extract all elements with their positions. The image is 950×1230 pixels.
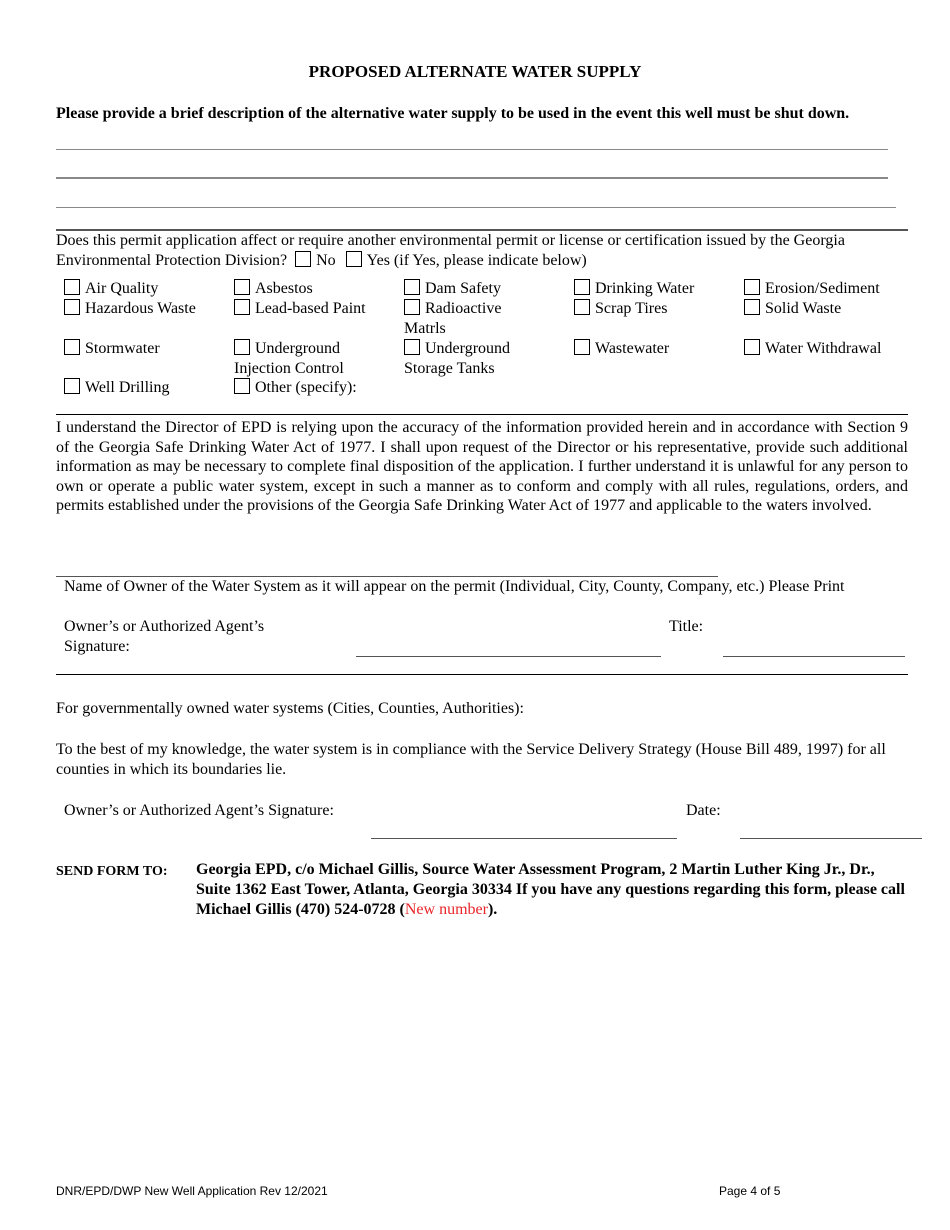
option-label: Drinking Water: [595, 280, 695, 297]
checkbox[interactable]: [744, 339, 760, 355]
option-label: Radioactive Matrls: [404, 300, 502, 337]
permit-question: [56, 231, 908, 271]
alt-supply-instruction: Please provide a brief description of the alternative water supply to be used in the event this well must be shut down.: [56, 105, 850, 122]
option-asbestos[interactable]: [234, 279, 313, 299]
option-dam-safety[interactable]: [404, 279, 501, 299]
checkbox[interactable]: [744, 279, 760, 295]
owner-name-label: Name of Owner of the Water System as it will appear on the permit (Individual, City, County, Company, etc.) Please Print: [64, 578, 845, 595]
option-water-withdrawal[interactable]: [744, 339, 881, 359]
gov-signature-label: Owner’s or Authorized Agent’s Signature:: [64, 802, 334, 819]
owner-title-line[interactable]: [723, 656, 905, 657]
page-title: PROPOSED ALTERNATE WATER SUPPLY: [308, 62, 642, 81]
option-label: Solid Waste: [765, 300, 842, 317]
description-line-2[interactable]: [56, 177, 888, 179]
option-label: Other (specify):: [255, 379, 357, 396]
option-drinking-water[interactable]: [574, 279, 694, 299]
gov-date-label: Date:: [686, 802, 721, 819]
checkbox[interactable]: [574, 279, 590, 295]
checkbox[interactable]: [234, 378, 250, 394]
option-label: Well Drilling: [85, 379, 170, 396]
no-checkbox[interactable]: [295, 251, 311, 267]
footer-revision: DNR/EPD/DWP New Well Application Rev 12/2021: [56, 1184, 328, 1198]
option-underground-storage-tanks[interactable]: [404, 339, 534, 379]
description-line-1[interactable]: [56, 149, 888, 150]
checkbox[interactable]: [64, 279, 80, 295]
no-label: No: [316, 252, 336, 269]
checkbox[interactable]: [234, 299, 250, 315]
option-label: Underground Storage Tanks: [404, 340, 511, 377]
option-solid-waste[interactable]: [744, 299, 841, 319]
option-label: Asbestos: [255, 280, 313, 297]
gov-compliance-text: To the best of my knowledge, the water system is in compliance with the Service Delivery Strategy (House Bill 489, 1997) for all counties in which its boundaries lie.: [56, 741, 886, 778]
option-well-drilling[interactable]: [64, 378, 169, 398]
new-number-highlight: New number: [404, 901, 488, 918]
option-wastewater[interactable]: [574, 339, 669, 359]
gov-heading: For governmentally owned water systems (Cities, Counties, Authorities):: [56, 700, 524, 717]
send-form-end: ).: [487, 901, 498, 918]
option-underground-injection-control[interactable]: [234, 339, 384, 379]
checkbox[interactable]: [404, 279, 420, 295]
owner-signature-label: Owner’s or Authorized Agent’s Signature:: [64, 618, 265, 655]
option-erosion-sediment[interactable]: [744, 279, 880, 299]
option-air-quality[interactable]: [64, 279, 158, 299]
gov-date-line[interactable]: [740, 838, 922, 839]
option-other-specify[interactable]: [234, 378, 357, 398]
checkbox[interactable]: [404, 299, 420, 315]
option-scrap-tires[interactable]: [574, 299, 667, 319]
option-radioactive-matrls[interactable]: [404, 299, 524, 339]
option-label: Hazardous Waste: [85, 300, 196, 317]
option-label: Dam Safety: [425, 280, 501, 297]
option-stormwater[interactable]: [64, 339, 160, 359]
option-hazardous-waste[interactable]: [64, 299, 196, 319]
yes-label: Yes (if Yes, please indicate below): [366, 252, 587, 269]
option-label: Stormwater: [85, 340, 160, 357]
send-form-address: [196, 860, 908, 920]
option-label: Wastewater: [595, 340, 670, 357]
description-line-3[interactable]: [56, 207, 896, 208]
checkbox[interactable]: [64, 299, 80, 315]
owner-title-label: Title:: [669, 618, 704, 635]
option-label: Erosion/Sediment: [765, 280, 880, 297]
option-label: Air Quality: [85, 280, 159, 297]
option-lead-based-paint[interactable]: [234, 299, 366, 319]
option-label: Lead-based Paint: [255, 300, 366, 317]
checkbox[interactable]: [64, 339, 80, 355]
option-label: Underground Injection Control: [234, 340, 344, 377]
checkbox[interactable]: [234, 339, 250, 355]
option-label: Water Withdrawal: [765, 340, 882, 357]
checkbox[interactable]: [574, 339, 590, 355]
permit-question-text: Does this permit application affect or require another environmental permit or license or certification issued by the Georgia Environmental Protection Division?: [56, 232, 845, 269]
send-form-text: Georgia EPD, c/o Michael Gillis, Source Water Assessment Program, 2 Martin Luther King Jr., Dr., Suite 1362 East Tower, Atlanta, Georgia 30334 If you have any questions regarding this form, please call Michael Gillis (470) 524-0728 (: [196, 861, 905, 918]
checkbox[interactable]: [744, 299, 760, 315]
certification-paragraph: I understand the Director of EPD is relying upon the accuracy of the information provided herein and in accordance with Section 9 of the Georgia Safe Drinking Water Act of 1977. I shall upon request of the Director or his representative, provide such additional information as may be necessary to complete final disposition of the application. I further understand it is unlawful for any person to own or operate a public water system, except in such a manner as to conform and comply with all rules, regulations, orders, and permits established under the provisions of the Georgia Safe Drinking Water Act of 1977 and applicable to the waters involved.: [56, 419, 908, 514]
section-divider-3: [56, 674, 908, 675]
gov-signature-line[interactable]: [371, 838, 677, 839]
send-form-label: SEND FORM TO:: [56, 864, 168, 879]
checkbox[interactable]: [234, 279, 250, 295]
yes-checkbox[interactable]: [346, 251, 362, 267]
checkbox[interactable]: [574, 299, 590, 315]
footer-page-number: Page 4 of 5: [719, 1184, 781, 1198]
checkbox[interactable]: [404, 339, 420, 355]
checkbox[interactable]: [64, 378, 80, 394]
section-divider-2: [56, 414, 908, 415]
option-label: Scrap Tires: [595, 300, 668, 317]
owner-signature-line[interactable]: [356, 656, 661, 657]
